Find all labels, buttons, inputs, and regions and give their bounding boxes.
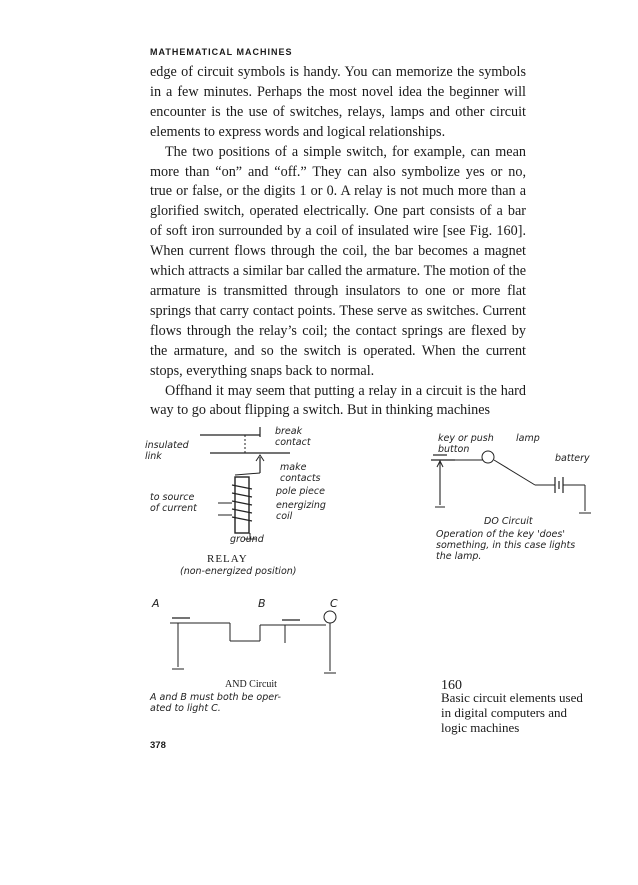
and-circuit-title: AND Circuit — [225, 679, 277, 690]
do-circuit-title: DO Circuit — [484, 516, 533, 527]
figure-number: 160 — [441, 678, 462, 693]
lamp-label: lamp — [516, 433, 540, 444]
and-circuit-diagram — [150, 605, 350, 685]
relay-title: RELAY — [207, 553, 248, 565]
paragraph: edge of circuit symbols is handy. You can memorize the symbols in a few minutes. Perhaps the most novel idea the beginner will encounter is the use of switches, relays, lamps and other circuit elements to express words and logical relationships. — [150, 64, 526, 140]
key-label: key or push button — [438, 433, 494, 455]
and-label-b: B — [258, 597, 266, 610]
page-number: 378 — [150, 740, 166, 751]
and-label-c: C — [330, 597, 338, 610]
ground-label: ground — [230, 534, 264, 545]
paragraph: The two positions of a simple switch, for example, can mean more than “on” and “off.” They can also symbolize yes or no, true or false, or the digits 1 or 0. A relay is not much more than a glorified switch, operated electrically. One part consists of a bar of soft iron surrounded by a coil of insulated wire [see Fig. 160]. When current flows through the coil, the bar becomes a magnet which attracts a similar bar called the armature. The motion of the armature is transmitted through insulators to one or more flat springs that carry contact points. These serve as switches. Current flows through the relay’s coil; the contact springs are flexed by the armature, and so the switch is operated. When the current stops, everything snaps back to normal. — [150, 143, 526, 379]
pole-piece-label: pole piece — [276, 486, 325, 497]
and-circuit-caption: A and B must both be oper- ated to light C. — [150, 692, 281, 714]
insulated-link-label: insulated link — [145, 440, 189, 462]
to-source-label: to source of current — [150, 492, 197, 514]
body-text — [150, 63, 526, 421]
energizing-coil-label: energizing coil — [276, 500, 326, 522]
running-head: MATHEMATICAL MACHINES — [150, 47, 293, 57]
break-contact-label: break contact — [275, 426, 311, 448]
battery-label: battery — [555, 453, 590, 464]
do-circuit-caption: Operation of the key 'does' something, in this case lights the lamp. — [436, 529, 576, 562]
and-label-a: A — [152, 597, 160, 610]
paragraph: Offhand it may seem that putting a relay in a circuit is the hard way to go about flipping a switch. But in thinking machines — [150, 382, 526, 419]
relay-subtitle: (non-energized position) — [180, 566, 297, 577]
figure-caption: Basic circuit elements used in digital computers and logic machines — [441, 690, 583, 735]
make-contacts-label: make contacts — [280, 462, 321, 484]
